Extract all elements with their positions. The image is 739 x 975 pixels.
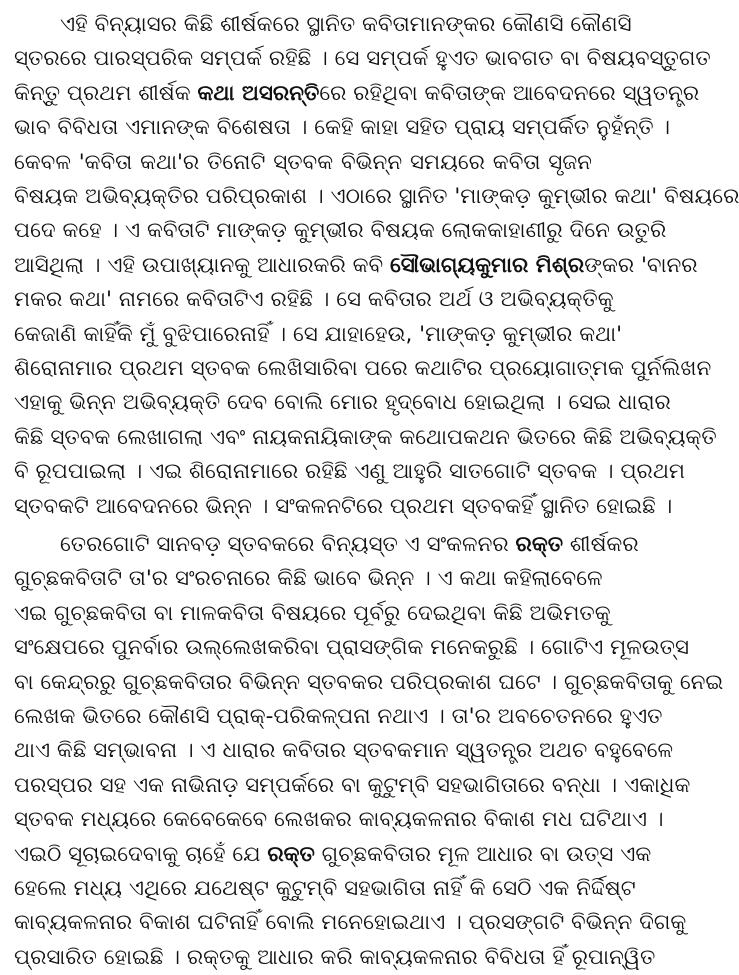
text-line: ପଦେ କହେ । ଏ କବିତାଟି ମାଙ୍କଡ଼ କୁମ୍ଭୀର ବିଷୟକ ଲୋକକାହାଣୀରୁ ଦିନେ ଉତୁରି — [14, 218, 667, 244]
text-line: ଏଇ ଗୁଚ୍ଛକବିତା ବା ମାଳକବିତା ବିଷୟରେ ପୂର୍ବରୁ ଦେଇଥିବା କିଛି ଅଭିମତକୁ — [14, 600, 611, 626]
text-line: କାବ୍ୟକଳନାର ବିକାଶ ଘଟିନାହିଁ ବୋଲି ମନେହୋଇଥାଏ । ପ୍ରସଙ୍ଗଟି ବିଭିନ୍ନ ଦିଗକୁ — [14, 910, 687, 936]
text-line: ଏଇଠି ସୂଚାଇଦେବାକୁ ଚାହେଁ ଯେ ରକ୍ତ ଗୁଚ୍ଛକବିତାର ମୂଳ ଆଧାର ବା ଉତ୍ସ ଏକ — [14, 841, 652, 867]
bold-title-rakta: ରକ୍ତ — [515, 532, 564, 557]
bold-title-rakta-2: ରକ୍ତ — [267, 841, 315, 867]
text-line: ସଂକ୍ଷେପରେ ପୁନର୍ବାର ଉଲ୍ଲେଖକରିବା ପ୍ରାସଙ୍ଗିକ ମନେକରୁଛି । ଗୋଟିଏ ମୂଳଉତ୍ସ — [14, 635, 689, 661]
text-line: କେଜାଣି କାହିଁକି ମୁଁ ବୁଝିପାରେନାହିଁ । ସେ ଯାହାହେଉ, 'ମାଙ୍କଡ଼ କୁମ୍ଭୀର କଥା' — [14, 321, 623, 347]
text-line: ଶିରୋନାମାର ପ୍ରଥମ ସ୍ତବକ ଲେଖିସାରିବା ପରେ କଥାଟିର ପ୍ରୟୋଗାତ୍ମକ ପୁର୍ନଲିଖନ — [14, 356, 712, 381]
text-line: କେବଳ 'କବିତା କଥା'ର ତିନୋଟି ସ୍ତବକ ବିଭିନ୍ନ ସମୟରେ କବିତା ସୃଜନ — [14, 149, 592, 175]
text-line: ଗୁଚ୍ଛକବିତାଟି ତା'ର ସଂରଚନାରେ କିଛି ଭାବେ ଭିନ୍ନ । ଏ କଥା କହିଲାବେଳେ — [14, 566, 603, 592]
text-line: ଥାଏ କିଛି ସମ୍ଭାବନା । ଏ ଧାରାର କବିତାର ସ୍ତବକମାନ ସ୍ୱତନ୍ତ୍ର ଅଥଚ ବହୁବେଳେ — [14, 738, 674, 764]
text-line: ତେରଗୋଟି ସାନବଡ଼ ସ୍ତବକରେ ବିନ୍ୟସ୍ତ ଏ ସଂକଳନର ରକ୍ତ ଶୀର୍ଷକର — [60, 532, 639, 557]
text-line: ଏହି ବିନ୍ୟାସର କିଛି ଶୀର୍ଷକରେ ସ୍ଥାନିତ କବିତାମାନଙ୍କର କୌଣସି କୌଣସି — [60, 12, 632, 37]
text-line: ହେଲେ ମଧ୍ୟ ଏଥିରେ ଯଥେଷ୍ଟ କୁଟୁମ୍ବି ସହଭାଗିତା ନାହିଁ କି ସେଠି ଏକ ନିର୍ଦ୍ଦିଷ୍ଟ — [14, 876, 636, 901]
text-line: ପରସ୍ପର ସହ ଏକ ନାଭିନାଡ଼ ସମ୍ପର୍କରେ ବା କୁଟୁମ୍ବି ସହଭାଗିତାରେ ବନ୍ଧା । ଏକାଧିକ — [14, 772, 691, 798]
text-line: ସ୍ତବକଟି ଆବେଦନରେ ଭିନ୍ନ । ସଂକଳନଟିରେ ପ୍ରଥମ ସ୍ତବକହିଁ ସ୍ଥାନିତ ହୋଇଛି । — [14, 493, 673, 519]
text-line: କିଛି ସ୍ତବକ ଲେଖାଗଲା ଏବଂ ନାୟକନାୟିକାଙ୍କ କଥୋପକଥନ ଭିତରେ କିଛି ଅଭିବ୍ୟକ୍ତି — [14, 424, 717, 450]
text-line: ବା କେନ୍ଦ୍ରରୁ ଗୁଚ୍ଛକବିତାର ବିଭିନ୍ନ ସ୍ତବକର ପରିପ୍ରକାଶ ଘଟେ । ଗୁଚ୍ଛକବିତାକୁ ନେଇ — [14, 669, 724, 695]
text-line: ମକର କଥା' ନାମରେ କବିତାଟିଏ ରହିଛି । ସେ କବିତାର ଅର୍ଥ ଓ ଅଭିବ୍ୟକ୍ତିକୁ — [14, 287, 614, 313]
text-line: ଭାବ ବିବିଧତା ଏମାନଙ୍କ ବିଶେଷତା । କେହି କାହା ସହିତ ପ୍ରାୟ ସମ୍ପର୍କିତ ନୁହଁନ୍ତି । — [14, 115, 671, 141]
text-line: ସ୍ତବକ ମଧ୍ୟରେ କେବେକେବେ ଲେଖକର କାବ୍ୟକଳନାର ବିକାଶ ମଧ ଘଟିଥାଏ । — [14, 807, 664, 833]
text-line: ବି ରୂପପାଇଲା । ଏଇ ଶିରୋନାମାରେ ରହିଛି ଏଣୁ ଆହୁରି ସାତଗୋଟି ସ୍ତବକ । ପ୍ରଥମ — [14, 459, 685, 485]
text-line: ଏହାକୁ ଭିନ୍ନ ଅଭିବ୍ୟକ୍ତି ଦେବ ବୋଲି ମୋର ହୃଦ୍‌ବୋଧ ହୋଇଥିଲା । ସେଇ ଧାରାର — [14, 390, 671, 416]
text-line: ବିଷୟକ ଅଭିବ୍ୟକ୍ତିର ପରିପ୍ରକାଶ । ଏଠାରେ ସ୍ଥାନିତ 'ମାଙ୍କଡ଼ କୁମ୍ଭୀର କଥା' ବିଷୟରେ — [14, 184, 739, 209]
text-line: ଲେଖକ ଭିତରେ କୌଣସି ପ୍ରାକ୍-ପରିକଳ୍ପନା ନଥାଏ । ତା'ର ଅବଚେତନରେ ହୁଏତ — [14, 704, 663, 729]
text-line: ଆସିଥିଲା । ଏହି ଉପାଖ୍ୟାନକୁ ଆଧାରକରି କବି ସୌଭାଗ୍ୟକୁମାର ମିଶ୍ରଙ୍କର 'ବାନର — [14, 252, 698, 278]
text-line: ସ୍ତରରେ ପାରସ୍ପରିକ ସମ୍ପର୍କ ରହିଛି । ସେ ସମ୍ପର୍କ ହୁଏତ ଭାବଗତ ବା ବିଷୟବସ୍ତୁଗତ — [14, 46, 711, 72]
text-line: କିନ୍ତୁ ପ୍ରଥମ ଶୀର୍ଷକ କଥା ଅସରନ୍ତିରେ ରହିଥିବା କବିତାଙ୍କ ଆବେଦନରେ ସ୍ୱତନ୍ତ୍ର — [14, 80, 700, 106]
bold-title-katha-asaranti: କଥା ଅସରନ୍ତି — [197, 80, 320, 106]
text-line: ପ୍ରସାରିତ ହୋଇଛି । ରକ୍ତକୁ ଆଧାର କରି କାବ୍ୟକଳନାର ବିବିଧତା ହିଁ ରୂପାନ୍ୱିତ — [14, 944, 656, 970]
bold-author-name: ସୌଭାଗ୍ୟକୁମାର ମିଶ୍ର — [389, 252, 585, 278]
